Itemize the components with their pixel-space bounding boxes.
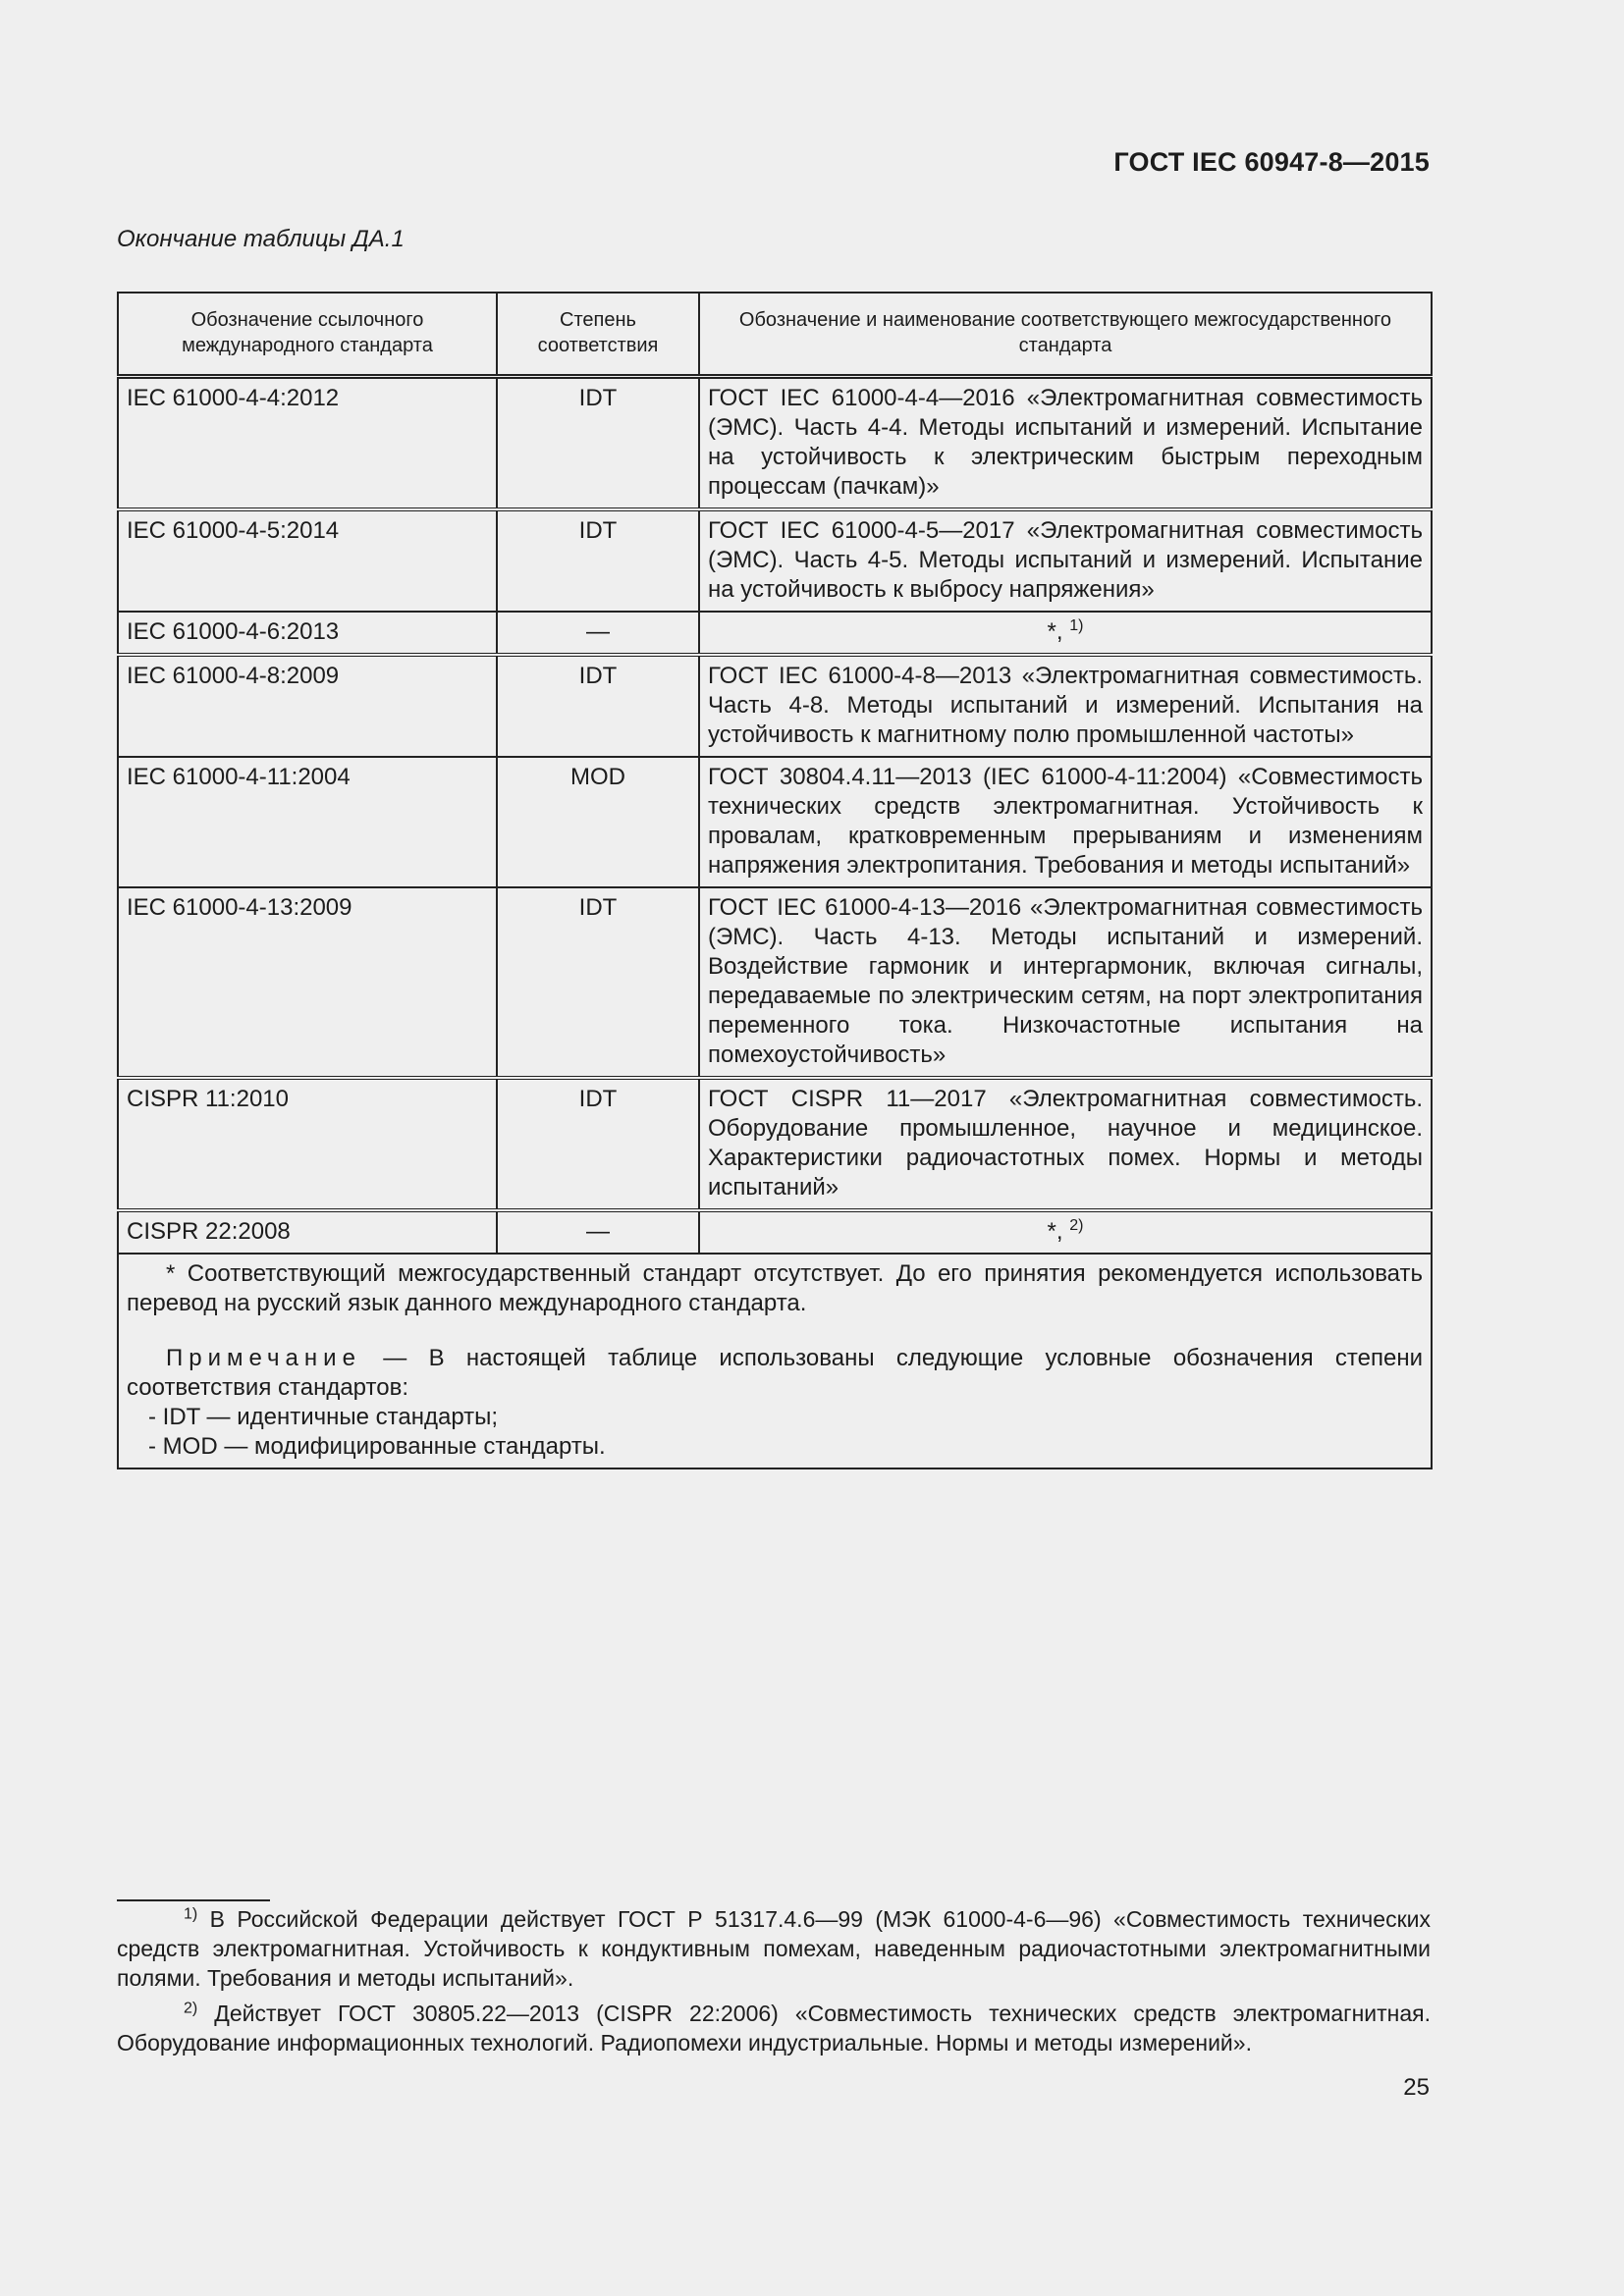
standard-cell	[699, 612, 1432, 655]
note-text: — В настоящей таблице использованы следующие условные обозначения степени соответствия стандартов:	[127, 1345, 1423, 1401]
degree-cell: IDT	[497, 1078, 699, 1210]
table-row	[118, 1078, 1432, 1210]
ref-cell: IEC 61000-4-4:2012	[118, 377, 497, 510]
footnote-mark-1: 1)	[184, 1905, 198, 1923]
ref-cell: IEC 61000-4-5:2014	[118, 509, 497, 612]
ref-cell: IEC 61000-4-6:2013	[118, 612, 497, 655]
ref-cell: IEC 61000-4-13:2009	[118, 887, 497, 1078]
correspondence-table	[117, 292, 1433, 1469]
table-row	[118, 509, 1432, 612]
standard-cell: ГОСТ IEC 61000-4-13—2016 «Электромагнитная совместимость (ЭМС). Часть 4-13. Методы испытаний и измерений. Воздействие гармоник и интергармоник, включая сигналы, передаваемые по электрическим сетям, на порт электропитания переменного тока. Низкочастотные испытания на помехоустойчивость»	[699, 887, 1432, 1078]
footnotes	[117, 1904, 1431, 2063]
standard-cell: ГОСТ 30804.4.11—2013 (IEC 61000-4-11:2004) «Совместимость технических средств электромагнитная. Устойчивость к провалам, кратковременным прерываниям и изменениям напряжения электропитания. Требования и методы испытаний»	[699, 757, 1432, 887]
page-number: 25	[1403, 2074, 1430, 2101]
degree-cell: IDT	[497, 655, 699, 757]
table-row	[118, 612, 1432, 655]
table-row	[118, 377, 1432, 510]
standard-cell: ГОСТ IEC 61000-4-4—2016 «Электромагнитная совместимость (ЭМС). Часть 4-4. Методы испытаний и измерений. Испытание на устойчивость к электрическим быстрым переходным процессам (пачкам)»	[699, 377, 1432, 510]
table-row	[118, 887, 1432, 1078]
column-header-standard: Обозначение и наименование соответствующего межгосударственного стандарта	[699, 293, 1432, 377]
footnote-text-1: В Российской Федерации действует ГОСТ Р 51317.4.6—99 (МЭК 61000-4-6—96) «Совместимость технических средств электромагнитная. Устойчивость к кондуктивным помехам, наведенным радиочастотными электромагнитными полями. Требования и методы испытаний».	[117, 1906, 1431, 1991]
table-caption: Окончание таблицы ДА.1	[117, 226, 405, 252]
column-header-degree: Степень соответствия	[497, 293, 699, 377]
degree-cell: IDT	[497, 509, 699, 612]
degree-cell: MOD	[497, 757, 699, 887]
note-item-idt: - IDT — идентичные стандарты;	[148, 1404, 499, 1430]
degree-cell: —	[497, 1210, 699, 1254]
note-item-mod: - MOD — модифицированные стандарты.	[148, 1433, 606, 1460]
footnote-1	[117, 1904, 1431, 1993]
asterisk-mark: *,	[1047, 618, 1063, 645]
ref-cell: IEC 61000-4-8:2009	[118, 655, 497, 757]
footnote-ref-1[interactable]: 1)	[1069, 617, 1084, 634]
table-row	[118, 757, 1432, 887]
note-paragraph	[127, 1344, 1423, 1403]
ref-cell: IEC 61000-4-11:2004	[118, 757, 497, 887]
footnote-text-2: Действует ГОСТ 30805.22—2013 (CISPR 22:2006) «Совместимость технических средств электромагнитная. Оборудование информационных технологий. Радиопомехи индустриальные. Нормы и методы измерений».	[117, 2001, 1431, 2056]
standard-cell: ГОСТ IEC 61000-4-5—2017 «Электромагнитная совместимость (ЭМС). Часть 4-5. Методы испытаний и измерений. Испытание на устойчивость к выбросу напряжения»	[699, 509, 1432, 612]
standard-cell	[699, 1210, 1432, 1254]
ref-cell: CISPR 11:2010	[118, 1078, 497, 1210]
footnote-divider	[117, 1899, 270, 1901]
table-header-row	[118, 293, 1432, 377]
degree-cell: —	[497, 612, 699, 655]
footnote-ref-2[interactable]: 2)	[1069, 1217, 1084, 1234]
footnote-2	[117, 1999, 1431, 2057]
table-notes	[118, 1254, 1432, 1468]
table-row	[118, 1210, 1432, 1254]
page-header-doc-id: ГОСТ IEC 60947-8—2015	[1113, 147, 1430, 177]
column-header-ref: Обозначение ссылочного международного стандарта	[118, 293, 497, 377]
standard-cell: ГОСТ IEC 61000-4-8—2013 «Электромагнитная совместимость. Часть 4-8. Методы испытаний и измерений. Испытания на устойчивость к магнитному полю промышленной частоты»	[699, 655, 1432, 757]
table-row	[118, 655, 1432, 757]
table-notes-row	[118, 1254, 1432, 1468]
note-label: Примечание	[166, 1345, 361, 1371]
ref-cell: CISPR 22:2008	[118, 1210, 497, 1254]
asterisk-note: * Соответствующий межгосударственный стандарт отсутствует. До его принятия рекомендуется использовать перевод на русский язык данного международного стандарта.	[127, 1260, 1423, 1316]
degree-cell: IDT	[497, 377, 699, 510]
standard-cell: ГОСТ CISPR 11—2017 «Электромагнитная совместимость. Оборудование промышленное, научное и медицинское. Характеристики радиочастотных помех. Нормы и методы испытаний»	[699, 1078, 1432, 1210]
footnote-mark-2: 2)	[184, 2000, 198, 2017]
degree-cell: IDT	[497, 887, 699, 1078]
asterisk-mark: *,	[1047, 1218, 1063, 1245]
